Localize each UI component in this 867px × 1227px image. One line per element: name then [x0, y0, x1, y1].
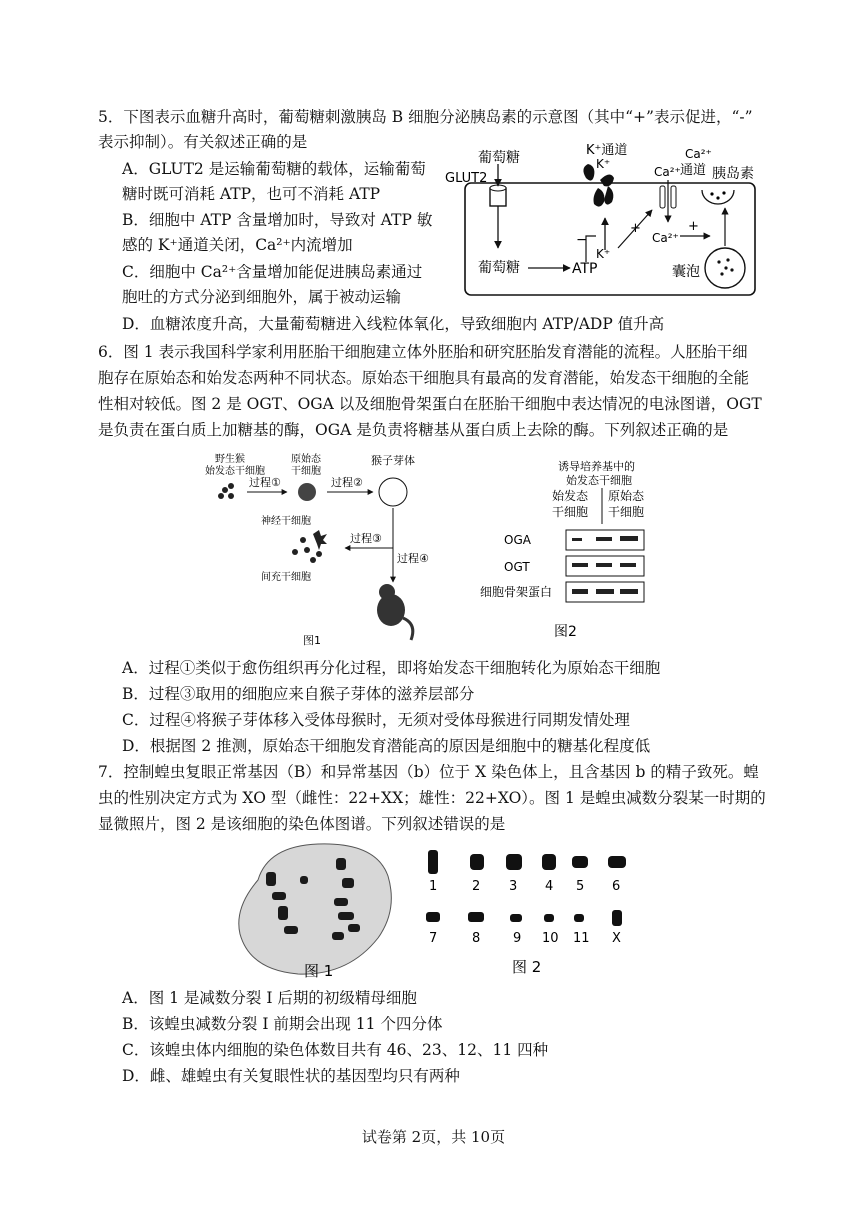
q5-stem-line2: 表示抑制）。有关叙述正确的是 — [98, 133, 308, 151]
chromosome-label-7: 7 — [429, 931, 438, 946]
neural-cell-label: 神经干细胞 — [261, 516, 311, 527]
atp-label: ATP — [572, 261, 598, 277]
k-plus-top-label: K⁺ — [596, 157, 611, 171]
q7-stem-line3: 显微照片，图 2 是该细胞的染色体图谱。下列叙述错误的是 — [98, 815, 506, 833]
ca-channel-label: 通道 — [680, 163, 707, 178]
q6-stem-line1: 6．图 1 表示我国科学家利用胚胎干细胞建立体外胚胎和研究胚胎发育潜能的流程。人胚胎干细 — [98, 343, 748, 361]
ca-top-label: Ca²⁺ — [685, 147, 712, 161]
process1-label: 过程① — [249, 476, 281, 489]
q6-figure1-flow — [195, 450, 455, 650]
process2-label: 过程② — [331, 476, 363, 489]
plus-sign-1: + — [630, 221, 641, 236]
naive-cells-icon — [298, 483, 316, 501]
q7-option-d: D．雌、雄蝗虫有关复眼性状的基因型均只有两种 — [122, 1067, 460, 1085]
monkey-icon — [377, 584, 413, 640]
process4-label: 过程④ — [397, 552, 429, 565]
chromosome-label-5: 5 — [576, 879, 585, 894]
exocytosis-icon — [702, 190, 734, 204]
glut2-label: GLUT2 — [445, 171, 488, 186]
process3-label: 过程③ — [350, 532, 382, 545]
primed-cells-icon — [218, 483, 234, 499]
chromosome-label-8: 8 — [472, 931, 481, 946]
gel-col1-label-b: 干细胞 — [552, 505, 589, 519]
q7-cell-micrograph — [238, 840, 398, 980]
chromosome-label-4: 4 — [545, 879, 554, 894]
ca-inner-label: Ca²⁺ — [652, 231, 679, 245]
q6-stem-line4: 是负责在蛋白质上加糖基的酶，OGA 是负责将糖基从蛋白质上去除的酶。下列叙述正确的是 — [98, 421, 729, 439]
gel-title-line2: 始发态干细胞 — [566, 474, 632, 487]
wild-monkey-label: 野生猴 — [215, 454, 245, 465]
gel-row-cytoskeleton: 细胞骨架蛋白 — [480, 585, 553, 599]
q5-option-a-line2: 糖时既可消耗 ATP，也可不消耗 ATP — [122, 185, 381, 203]
q7-figure1-caption: 图 1 — [304, 962, 334, 980]
q6-option-a: A．过程①类似于愈伤组织再分化过程，即将始发态干细胞转化为原始态干细胞 — [122, 659, 661, 677]
plus-sign-2: + — [688, 219, 699, 234]
q6-option-c: C．过程④将猴子芽体移入受体母猴时，无须对受体母猴进行同期发情处理 — [122, 711, 630, 729]
gel-title-line1: 诱导培养基中的 — [558, 460, 635, 473]
gel-col1-label-a: 始发态 — [552, 489, 589, 503]
glut2-transporter-icon — [490, 185, 506, 206]
neural-cells-icon — [292, 530, 327, 563]
primed-cell-label: 始发态干细胞 — [205, 466, 265, 477]
gel-row-oga: OGA — [504, 533, 531, 547]
insulin-label: 胰岛素 — [712, 166, 754, 182]
glucose-inner-label: 葡萄糖 — [478, 260, 520, 276]
k-channel-label: K⁺通道 — [586, 143, 628, 158]
insulin-secretion-diagram — [440, 138, 770, 303]
q5-stem-line1: 5．下图表示血糖升高时，葡萄糖刺激胰岛 B 细胞分泌胰岛素的示意图（其中“+”表示促进，“-” — [98, 108, 753, 126]
q6-figure2-gel — [478, 458, 678, 643]
minus-sign: − — [576, 232, 588, 248]
ca-left-label: Ca²⁺ — [654, 165, 681, 179]
vesicle-label: 囊泡 — [672, 264, 700, 280]
q6-option-b: B．过程③取用的细胞应来自猴子芽体的滋养层部分 — [122, 685, 475, 703]
q7-option-c: C．该蝗虫体内细胞的染色体数目共有 46、23、12、11 四种 — [122, 1041, 549, 1059]
blastocyst-label: 猴子芽体 — [371, 454, 415, 467]
chromosome-label-11: 11 — [573, 931, 590, 946]
gel-row-ogt: OGT — [504, 560, 530, 574]
q5-option-a-line1: A．GLUT2 是运输葡萄糖的载体，运输葡萄 — [122, 160, 426, 178]
q6-stem-line2: 胞存在原始态和始发态两种不同状态。原始态干细胞具有最高的发育潜能，始发态干细胞的全能 — [98, 369, 750, 387]
q5-option-c-line2: 胞吐的方式分泌到细胞外，属于被动运输 — [122, 288, 402, 306]
q7-option-a: A．图 1 是减数分裂 I 后期的初级精母细胞 — [122, 989, 417, 1007]
q6-option-d: D．根据图 2 推测，原始态干细胞发育潜能高的原因是细胞中的糖基化程度低 — [122, 737, 651, 755]
q7-stem-line2: 虫的性别决定方式为 XO 型（雌性：22+XX；雄性：22+XO）。图 1 是蝗虫减数分裂某一时期的 — [98, 789, 766, 807]
figure2-caption: 图2 — [554, 624, 577, 640]
q5-option-d: D．血糖浓度升高，大量葡萄糖进入线粒体氧化，导致细胞内 ATP/ADP 值升高 — [122, 315, 665, 333]
k-plus-mid-label: K⁺ — [596, 247, 611, 261]
mesenchymal-cell-label: 间充干细胞 — [261, 572, 311, 583]
chromosome-label-1: 1 — [429, 879, 438, 894]
q7-option-b: B．该蝗虫减数分裂 I 前期会出现 11 个四分体 — [122, 1015, 443, 1033]
q6-stem-line3: 性相对较低。图 2 是 OGT、OGA 以及细胞骨架蛋白在胚胎干细胞中表达情况的电泳图谱，OGT — [98, 395, 762, 413]
naive-label-a: 原始态 — [291, 454, 321, 465]
chromosome-label-9: 9 — [513, 931, 522, 946]
q5-option-b-line1: B．细胞中 ATP 含量增加时，导致对 ATP 敏 — [122, 211, 433, 229]
page-footer: 试卷第 2页，共 10页 — [361, 1128, 506, 1146]
gel-col2-label-a: 原始态 — [608, 489, 645, 503]
chromosome-label-3: 3 — [509, 879, 518, 894]
q7-figure2-caption: 图 2 — [512, 958, 542, 976]
chromosome-label-x: X — [612, 931, 621, 946]
q5-option-c-line1: C．细胞中 Ca²⁺含量增加能促进胰岛素通过 — [122, 263, 423, 281]
q7-karyotype — [418, 840, 638, 980]
chromosome-label-6: 6 — [612, 879, 621, 894]
q7-stem-line1: 7．控制蝗虫复眼正常基因（B）和异常基因（b）位于 X 染色体上，且含基因 b 的精子致死。蝗 — [98, 763, 759, 781]
chromosome-label-10: 10 — [542, 931, 559, 946]
chromosome-label-2: 2 — [472, 879, 481, 894]
gel-col2-label-b: 干细胞 — [608, 505, 645, 519]
glucose-top-label: 葡萄糖 — [478, 150, 520, 166]
blastocyst-icon — [379, 478, 407, 506]
naive-label-b: 干细胞 — [291, 466, 321, 477]
q5-option-b-line2: 感的 K⁺通道关闭，Ca²⁺内流增加 — [122, 236, 353, 254]
figure1-caption: 图1 — [303, 634, 321, 647]
